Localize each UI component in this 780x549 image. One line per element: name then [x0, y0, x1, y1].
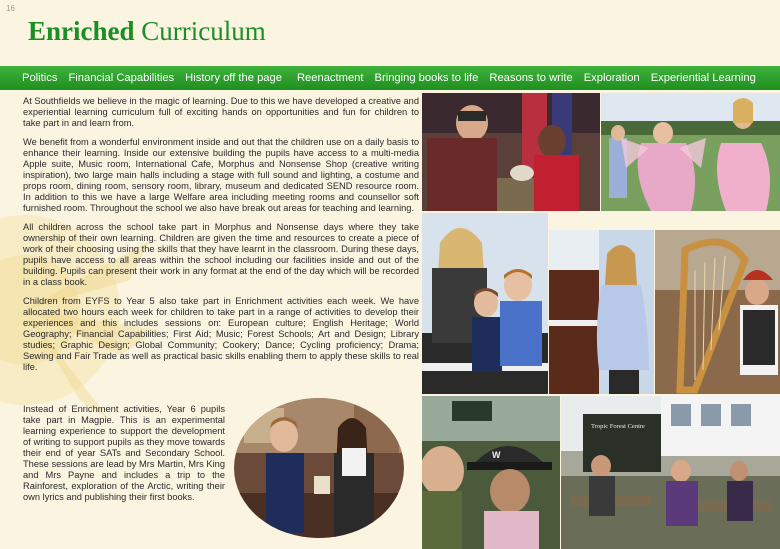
year6-paragraph: Instead of Enrichment activities, Year 6 pupils take part in Magpie. This is an experimental learning experience to support the development of writing to support pupils as they move towards their end of year SATs and Secondary School. These sessions are lead by Mrs Martin, Mrs King and Mrs Payne and includes a trip to the Rainforest, exploration of the Arctic, writing their own lyrics and publishing their first books. [23, 404, 225, 502]
page-title [28, 16, 266, 47]
nav-bar [0, 66, 780, 90]
photo-girl-at-piano [549, 230, 654, 394]
nav-item-reenactment[interactable]: Reenactment [296, 72, 364, 84]
intro-paragraph: At Southfields we believe in the magic of learning. Due to this we have developed a creative and experiential learning curriculum full of exciting hands on opportunities and fun for children to take part in and learn from. [23, 96, 419, 128]
nav-item-financial-capabilities[interactable]: Financial Capabilities [68, 72, 175, 84]
enrichment-paragraph: Children from EYFS to Year 5 also take part in Enrichment activities each week. We have allocated two hours each week for children to take part in a range of activities to develop their experiences and this includes sessions on: European culture; English Heritage; World Geography; Financial Capabilities; First Aid; Music; Forest Schools; Art and Design; Library studies; Graphic Design; Global Community; Cookery; Dance; Cycling proficiency; Drama; Sewing and Fair Trade as well as practical basic skills enabling them to apply these skills to real life. [23, 296, 419, 372]
nav-item-bringing-books-to-life[interactable]: Bringing books to life [374, 72, 479, 84]
main-text [23, 96, 419, 381]
photo-knight-costume [422, 93, 600, 211]
photo-rainforest-hats [422, 396, 560, 549]
nav-item-experiential-learning[interactable]: Experiential Learning [650, 72, 756, 84]
magpie-photo [234, 398, 404, 538]
photo-harp-player [655, 230, 780, 394]
page-title-rest: Curriculum [134, 16, 266, 46]
photo-fairy-costumes [601, 93, 780, 211]
chalkboard-text: Tropic Forest Centre [591, 423, 645, 430]
page-title-bold: Enriched [28, 16, 135, 46]
page-number: 16 [6, 4, 15, 13]
photo-outdoor-class [561, 396, 780, 549]
photo-piano-lesson [422, 213, 548, 394]
svg-text:W: W [492, 450, 501, 460]
nav-item-history-off-the-page[interactable]: History off the page [185, 72, 282, 84]
nav-item-exploration[interactable]: Exploration [583, 72, 640, 84]
environment-paragraph: We benefit from a wonderful environment inside and out that the children use on a daily basis to enhance their learning. Inside our extensive building the pupils have access to a multi-media Apple suite, Music room, International Cafe, Morphus and Nonsense Shop (creative writing inspiration), two large main halls including a stage with full sound and lighting, a costume and props room, dining room, sensory room, library, museum and dedicated SEND resource room. In addition to this we have a large Welfare area including meeting rooms and counsellor soft furnished room. Throughout the school we also have break out areas for teaching and learning. [23, 137, 419, 213]
morphus-paragraph: All children across the school take part in Morphus and Nonsense days where they take ownership of their own learning. Children are given the time and resources to create a piece of work of their choosing using the skills that they have learnt in the classroom. During these days, pupils have access to all areas within the school including our facilities inside and out of the building. Pupils can present their work in any format at the end of the day which will be recorded in a class book. [23, 222, 419, 287]
nav-item-reasons-to-write[interactable]: Reasons to write [489, 72, 573, 84]
nav-item-politics[interactable]: Politics [22, 72, 58, 84]
